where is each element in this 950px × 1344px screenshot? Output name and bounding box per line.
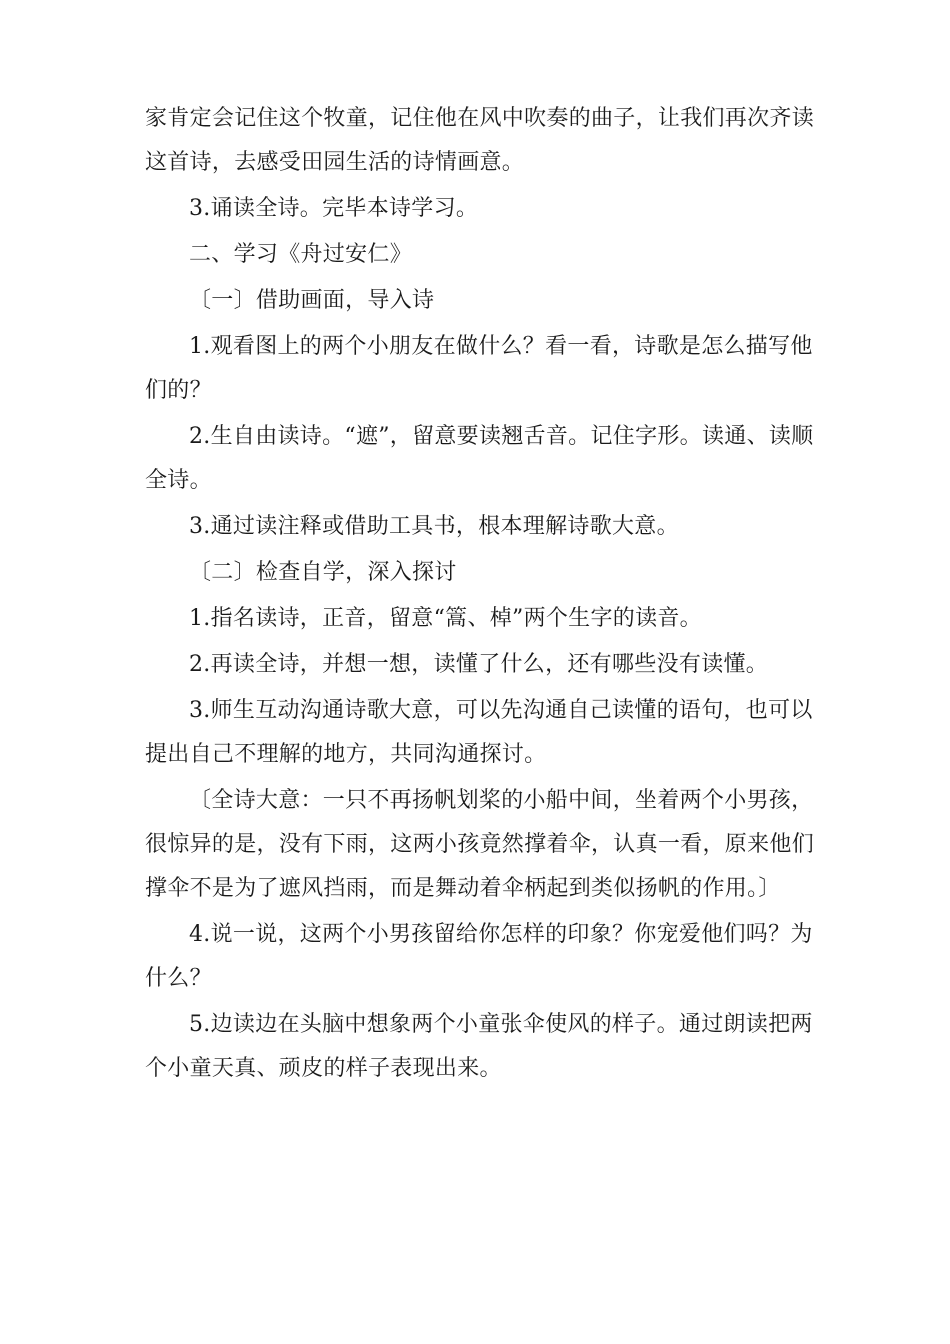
subsection-heading-two: 〔二〕检查自学，深入探讨	[189, 560, 457, 585]
paragraph-free-reading: 2.生自由读诗。“遮”，留意要读翘舌音。记住字形。读通、读顺全诗。	[145, 424, 814, 493]
paragraph-imagine: 5.边读边在头脑中想象两个小童张伞使风的样子。通过朗读把两个小童天真、顽皮的样子表现出来。	[145, 1012, 813, 1081]
paragraph-reread: 2.再读全诗，并想一想，读懂了什么，还有哪些没有读懂。	[189, 652, 769, 677]
paragraph-named-reading: 1.指名读诗，正音，留意“篙、棹”两个生字的读音。	[189, 606, 702, 631]
document-body	[145, 97, 817, 1093]
paragraph-annotations: 3.通过读注释或借助工具书，根本理解诗歌大意。	[189, 514, 679, 539]
paragraph-impression: 4.说一说，这两个小男孩留给你怎样的印象？你宠爱他们吗？为什么？	[145, 922, 813, 991]
paragraph-interaction: 3.师生互动沟通诗歌大意，可以先沟通自己读懂的语句，也可以提出自己不理解的地方，共同沟通探讨。	[145, 698, 813, 767]
subsection-heading-one: 〔一〕借助画面，导入诗	[189, 288, 435, 313]
section-heading-zhouguo-anren: 二、学习《舟过安仁》	[189, 242, 413, 267]
paragraph-recite-poem: 3.诵读全诗。完毕本诗学习。	[189, 196, 479, 221]
paragraph-poem-meaning: 〔全诗大意：一只不再扬帆划桨的小船中间，坐着两个小男孩，很惊异的是，没有下雨，这两小孩竟然撑着伞，认真一看，原来他们撑伞不是为了遮风挡雨，而是舞动着伞柄起到类似扬帆的作用。〕	[145, 788, 815, 901]
paragraph-observe-picture: 1.观看图上的两个小朋友在做什么？看一看，诗歌是怎么描写他们的？	[145, 334, 813, 403]
paragraph-continuation: 家肯定会记住这个牧童，记住他在风中吹奏的曲子，让我们再次齐读这首诗，去感受田园生活的诗情画意。	[145, 106, 815, 175]
